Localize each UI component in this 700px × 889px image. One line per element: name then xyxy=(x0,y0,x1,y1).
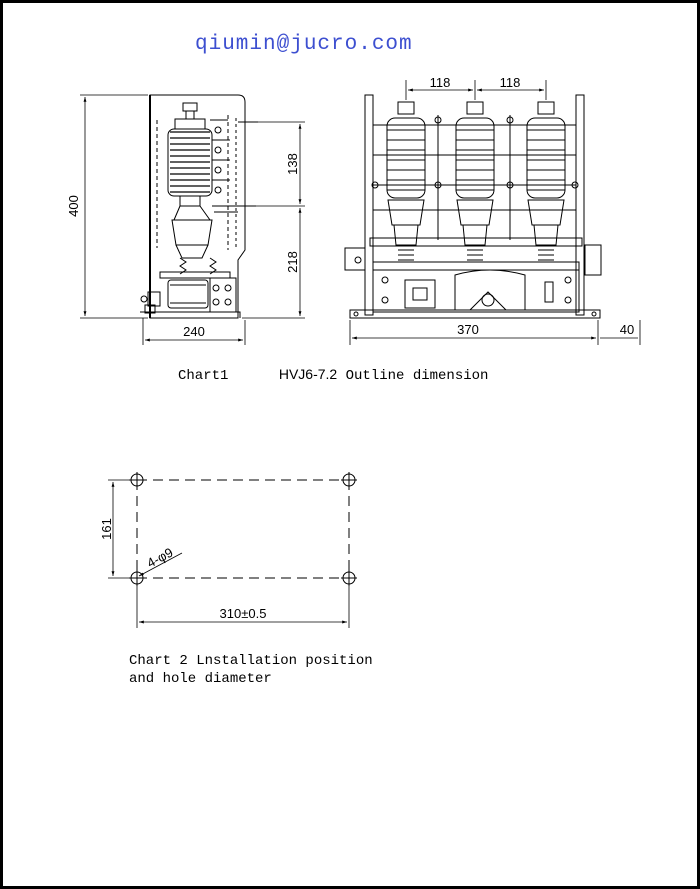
dim-lower-218: 218 xyxy=(285,251,300,273)
side-view xyxy=(140,95,258,318)
pole-1 xyxy=(387,102,425,260)
chart1-caption xyxy=(178,366,488,384)
hole-top-left xyxy=(129,472,145,488)
hole-top-right xyxy=(341,472,357,488)
dim-pitch-left-118: 118 xyxy=(429,75,451,90)
dim-pitch-right-118: 118 xyxy=(499,75,521,90)
hole-layout xyxy=(129,472,357,586)
pole-3 xyxy=(527,102,565,260)
dim-height-400: 400 xyxy=(66,195,81,217)
chart1-title: Outline dimension xyxy=(345,368,489,384)
hole-bottom-left xyxy=(129,570,145,586)
chart1-model: HVJ6-7.2 xyxy=(278,366,338,382)
pole-2 xyxy=(456,102,494,260)
dim-extension-40: 40 xyxy=(619,322,635,337)
dim-hole-width-310: 310±0.5 xyxy=(219,606,267,621)
dim-hole-spacing-161: 161 xyxy=(99,518,114,540)
dim-width-370: 370 xyxy=(457,322,479,337)
dim-hole-diameter: 4-φ9 xyxy=(144,544,176,571)
chart1-label: Chart1 xyxy=(178,368,229,384)
dim-depth-240: 240 xyxy=(183,324,205,339)
front-view xyxy=(345,95,601,318)
chart2-caption-line2: and hole diameter xyxy=(129,671,272,687)
chart2-caption-line1: Chart 2 Lnstallation position xyxy=(129,653,373,669)
dim-upper-138: 138 xyxy=(285,153,300,175)
contact-email: qiumin@jucro.com xyxy=(195,33,413,56)
hole-bottom-right xyxy=(341,570,357,586)
